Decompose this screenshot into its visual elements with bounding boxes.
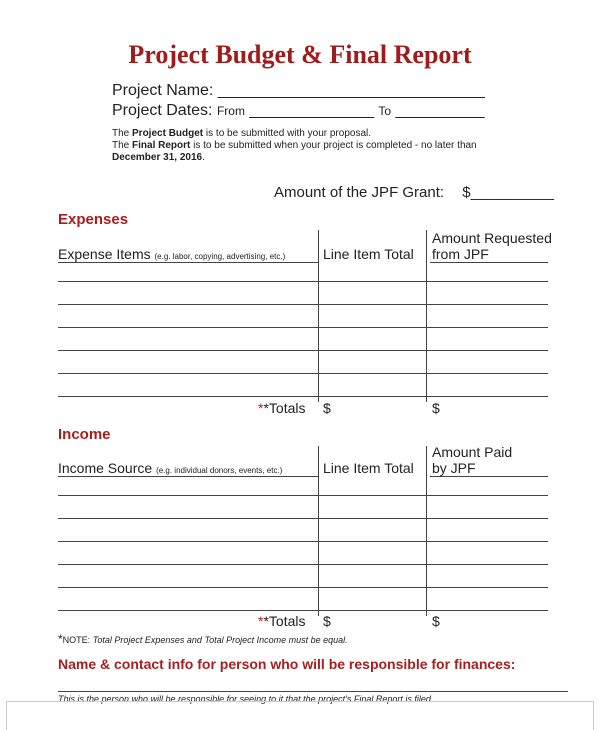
income-row-line[interactable] bbox=[58, 610, 548, 611]
note-line bbox=[58, 632, 348, 646]
instr1-prefix: The bbox=[112, 128, 130, 139]
instruction-line-3 bbox=[112, 152, 205, 163]
project-name-label: Project Name: bbox=[112, 82, 214, 99]
income-col1-header bbox=[58, 460, 282, 476]
expense-row-line[interactable] bbox=[58, 396, 548, 397]
expense-row-line[interactable] bbox=[58, 350, 548, 351]
expenses-header-underline bbox=[58, 262, 318, 263]
expense-row-line[interactable] bbox=[58, 281, 548, 282]
expenses-col3-header-line2: from JPF bbox=[432, 246, 489, 262]
expenses-divider-2 bbox=[426, 230, 427, 402]
income-row-line[interactable] bbox=[58, 518, 548, 519]
expenses-col1-header bbox=[58, 246, 285, 262]
income-heading: Income bbox=[58, 426, 111, 443]
expenses-divider-1 bbox=[318, 230, 319, 402]
instr2-rest: is to be submitted when your project is completed - no later than bbox=[193, 140, 477, 151]
instr3-bold: December 31, 2016 bbox=[112, 152, 203, 163]
note-star: * bbox=[58, 632, 63, 646]
income-total-line-item[interactable]: $ bbox=[323, 613, 331, 629]
note-label: NOTE: bbox=[62, 635, 91, 645]
project-name-row bbox=[112, 82, 485, 100]
project-name-field[interactable]: ______________________________ bbox=[217, 82, 485, 99]
income-col3-header-line1: Amount Paid bbox=[432, 444, 513, 460]
income-row-line[interactable] bbox=[58, 564, 548, 565]
expense-row-line[interactable] bbox=[58, 304, 548, 305]
expense-items-hint: (e.g. labor, copying, advertising, etc.) bbox=[154, 252, 286, 261]
from-label: From bbox=[216, 104, 245, 118]
income-divider-2 bbox=[426, 446, 427, 616]
expenses-col3-header-line1: Amount Requested bbox=[432, 230, 552, 246]
income-row-line[interactable] bbox=[58, 541, 548, 542]
expenses-header-underline-3 bbox=[430, 262, 548, 263]
note-text: Total Project Expenses and Total Project Income must be equal. bbox=[92, 635, 348, 645]
from-date-field[interactable]: ______________ bbox=[249, 102, 374, 119]
page-title: Project Budget & Final Report bbox=[128, 40, 472, 69]
income-totals-text: *Totals bbox=[263, 613, 306, 629]
expenses-col2-header: Line Item Total bbox=[323, 246, 414, 262]
income-source-label: Income Source bbox=[58, 460, 153, 476]
income-totals-label: **Totals bbox=[258, 613, 306, 629]
project-dates-row bbox=[112, 102, 485, 120]
income-source-hint: (e.g. individual donors, events, etc.) bbox=[156, 466, 283, 475]
income-col3-header-line2: by JPF bbox=[432, 460, 476, 476]
contact-caption: This is the person who will be responsible for seeing to it that the project's Final Report is filed. bbox=[58, 694, 434, 704]
instr1-rest: is to be submitted with your proposal. bbox=[205, 128, 372, 139]
to-label: To bbox=[378, 104, 392, 118]
expenses-heading: Expenses bbox=[58, 211, 129, 228]
income-col2-header: Line Item Total bbox=[323, 460, 414, 476]
grant-label: Amount of the JPF Grant: bbox=[274, 184, 445, 201]
instr2-bold: Final Report bbox=[132, 140, 191, 151]
to-date-field[interactable]: __________ bbox=[395, 102, 485, 119]
instruction-line-2 bbox=[112, 140, 477, 151]
expenses-totals-label: **Totals bbox=[258, 400, 306, 416]
income-row-line[interactable] bbox=[58, 587, 548, 588]
contact-info-line[interactable] bbox=[58, 691, 568, 692]
expenses-total-line-item[interactable]: $ bbox=[323, 400, 331, 416]
contact-heading: Name & contact info for person who will be responsible for finances: bbox=[58, 656, 516, 672]
expense-items-label: Expense Items bbox=[58, 246, 151, 262]
expenses-total-requested[interactable]: $ bbox=[432, 400, 440, 416]
instruction-line-1 bbox=[112, 128, 371, 139]
income-total-paid[interactable]: $ bbox=[432, 613, 440, 629]
income-header-underline-3 bbox=[430, 476, 548, 477]
expenses-totals-text: *Totals bbox=[263, 400, 306, 416]
expense-row-line[interactable] bbox=[58, 327, 548, 328]
income-divider-1 bbox=[318, 446, 319, 616]
instr1-bold: Project Budget bbox=[132, 128, 204, 139]
expense-row-line[interactable] bbox=[58, 373, 548, 374]
income-row-line[interactable] bbox=[58, 495, 548, 496]
project-dates-label: Project Dates: bbox=[112, 102, 213, 119]
page-bottom-border bbox=[6, 701, 594, 730]
instr3-rest: . bbox=[202, 152, 205, 163]
instr2-prefix: The bbox=[112, 140, 130, 151]
grant-row bbox=[274, 184, 554, 201]
grant-amount-field[interactable]: $__________ bbox=[462, 184, 555, 201]
income-header-underline bbox=[58, 476, 318, 477]
